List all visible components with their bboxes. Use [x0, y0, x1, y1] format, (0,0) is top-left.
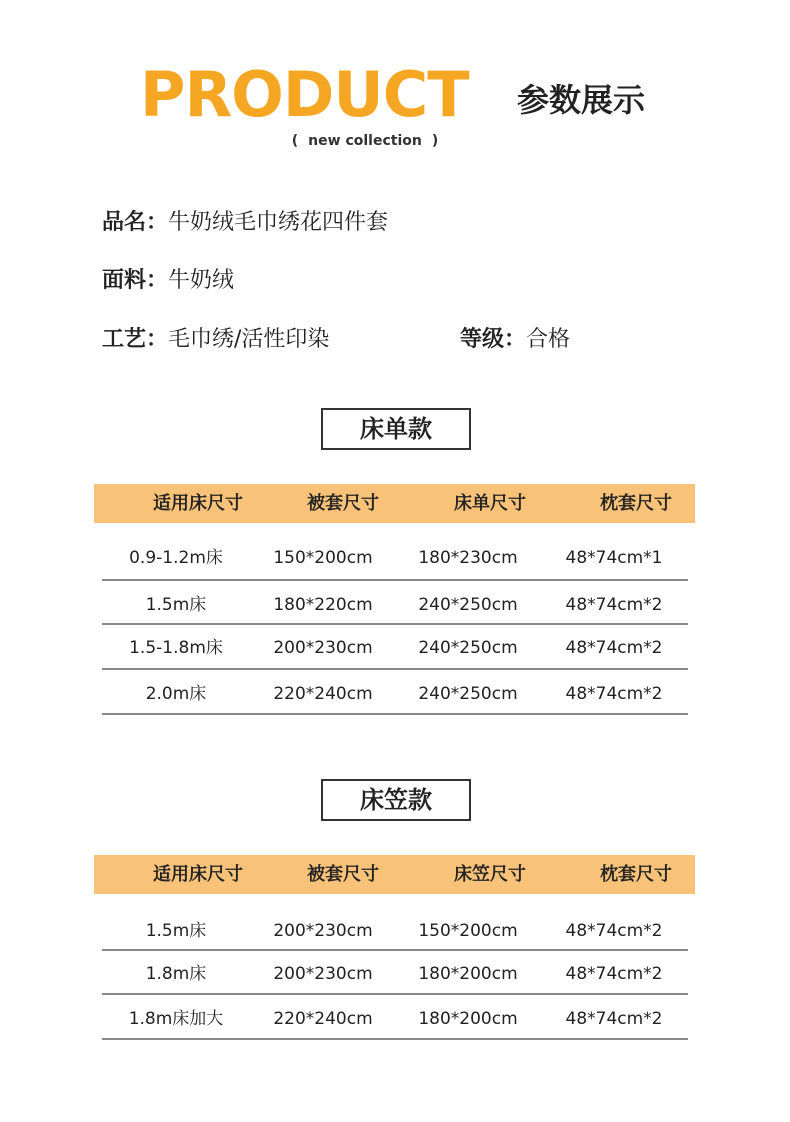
tagline — [0, 132, 730, 150]
table-cell: 180*200cm — [418, 964, 518, 984]
tagline-close-paren: ) — [431, 133, 439, 149]
header-cell: 适用床尺寸 — [153, 864, 243, 885]
info-product-name — [102, 209, 388, 237]
info-material-value: 牛奶绒 — [168, 268, 235, 293]
table-cell: 2.0m床 — [145, 684, 207, 704]
table-cell: 1.5m床 — [145, 595, 207, 615]
table-row — [102, 547, 688, 581]
table-cell: 0.9-1.2m床 — [129, 548, 223, 568]
info-craft-value: 毛巾绣/活性印染 — [168, 327, 330, 352]
table-cell: 48*74cm*2 — [565, 1009, 663, 1029]
table-cell: 180*230cm — [418, 548, 518, 568]
table-cell: 48*74cm*2 — [565, 638, 663, 658]
table-row — [102, 963, 688, 995]
table-cell: 1.5m床 — [145, 921, 207, 941]
table-row — [102, 1008, 688, 1040]
table-cell: 220*240cm — [273, 1009, 373, 1029]
table-cell: 150*200cm — [418, 921, 518, 941]
table-row — [102, 594, 688, 625]
table-cell: 220*240cm — [273, 684, 373, 704]
table-cell: 48*74cm*2 — [565, 595, 663, 615]
brand-title: PRODUCT — [140, 58, 469, 131]
info-material-label: 面料： — [102, 268, 169, 293]
table-cell: 240*250cm — [418, 595, 518, 615]
table-cell: 1.8m床 — [145, 964, 207, 984]
header-cell: 适用床尺寸 — [153, 493, 243, 514]
info-grade-label: 等级： — [460, 327, 527, 352]
page-subtitle: 参数展示 — [517, 81, 646, 119]
table-header-fitted — [94, 855, 695, 894]
table-row — [102, 637, 688, 670]
info-name-label: 品名： — [102, 210, 169, 235]
section-title-sheet: 床单款 — [321, 408, 471, 450]
table-cell: 200*230cm — [273, 964, 373, 984]
info-name-value: 牛奶绒毛巾绣花四件套 — [168, 210, 389, 235]
table-header-sheet — [94, 484, 695, 523]
table-cell: 1.8m床加大 — [128, 1009, 224, 1029]
section-title-fitted: 床笠款 — [321, 779, 471, 821]
info-material — [102, 267, 234, 295]
table-cell: 240*250cm — [418, 638, 518, 658]
info-grade — [460, 326, 570, 354]
table-cell: 180*200cm — [418, 1009, 518, 1029]
table-cell: 180*220cm — [273, 595, 373, 615]
table-cell: 48*74cm*2 — [565, 684, 663, 704]
table-cell: 1.5-1.8m床 — [129, 638, 223, 658]
header — [0, 60, 790, 160]
header-cell: 床笠尺寸 — [454, 864, 526, 885]
info-grade-value: 合格 — [526, 327, 571, 352]
info-craft-label: 工艺： — [102, 327, 169, 352]
table-cell: 150*200cm — [273, 548, 373, 568]
table-cell: 200*230cm — [273, 638, 373, 658]
info-craft — [102, 326, 329, 354]
header-cell: 枕套尺寸 — [600, 864, 672, 885]
table-cell: 200*230cm — [273, 921, 373, 941]
header-cell: 床单尺寸 — [454, 493, 526, 514]
table-row — [102, 683, 688, 715]
header-cell: 被套尺寸 — [307, 493, 379, 514]
table-row — [102, 920, 688, 951]
header-cell: 枕套尺寸 — [600, 493, 672, 514]
table-cell: 240*250cm — [418, 684, 518, 704]
table-cell: 48*74cm*2 — [565, 921, 663, 941]
header-cell: 被套尺寸 — [307, 864, 379, 885]
table-cell: 48*74cm*1 — [565, 548, 663, 568]
table-cell: 48*74cm*2 — [565, 964, 663, 984]
tagline-open-paren: ( — [291, 133, 299, 149]
tagline-text: new collection — [308, 133, 422, 149]
